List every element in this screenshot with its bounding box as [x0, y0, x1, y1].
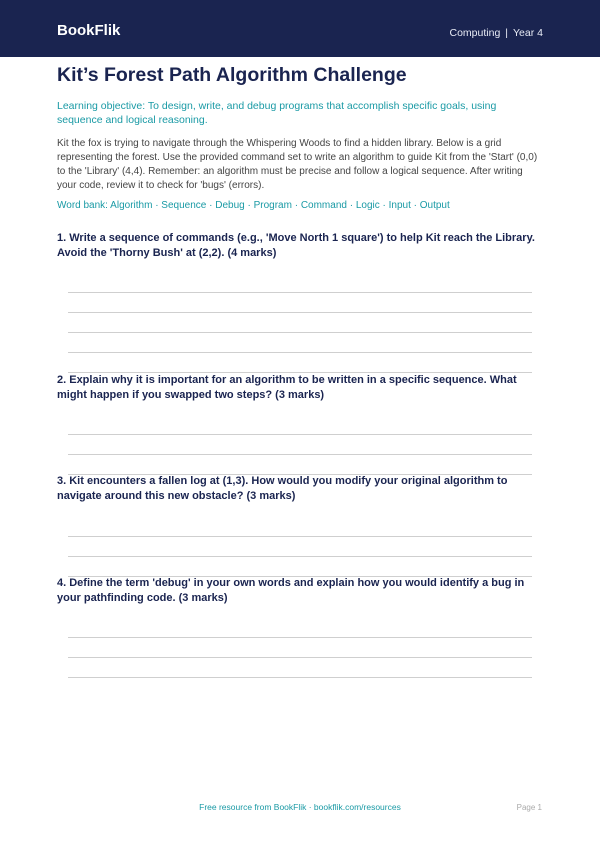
- answer-line[interactable]: [68, 292, 532, 293]
- intro-paragraph: Kit the fox is trying to navigate through the Whispering Woods to find a hidden library. Below is a grid representing the forest. Use the provided command set to write an algorithm to guide Kit from the 'Start' (0,0) to the 'Library' (4,4). Remember: an algorithm must be precise and follow a logical sequence. After writing your code, review it to check for 'bugs' (errors).: [57, 138, 538, 191]
- learning-objective: Learning objective: To design, write, and debug programs that accomplish specific goals, using sequence and logical reasoning.: [57, 100, 497, 126]
- answer-line[interactable]: [68, 454, 532, 455]
- subject-year-label: [450, 27, 544, 39]
- word-bank: Word bank: Algorithm · Sequence · Debug · Program · Command · Logic · Input · Output: [57, 200, 450, 211]
- answer-line[interactable]: [68, 556, 532, 557]
- separator: |: [505, 27, 509, 39]
- year-label: Year 4: [513, 27, 543, 39]
- header-bar: [0, 0, 600, 57]
- question-1: 1. Write a sequence of commands (e.g., 'Move North 1 square') to help Kit reach the Library. Avoid the 'Thorny Bush' at (2,2). (4 marks): [57, 232, 535, 259]
- answer-line[interactable]: [68, 352, 532, 353]
- answer-line[interactable]: [68, 536, 532, 537]
- answer-line[interactable]: [68, 312, 532, 313]
- answer-line[interactable]: [68, 677, 532, 678]
- page-title: Kit’s Forest Path Algorithm Challenge: [57, 64, 407, 86]
- answer-line[interactable]: [68, 434, 532, 435]
- brand-logo: BookFlik: [57, 22, 121, 39]
- answer-line[interactable]: [68, 332, 532, 333]
- subject-label: Computing: [449, 27, 501, 39]
- page-number: Page 1: [516, 803, 542, 812]
- answer-line[interactable]: [68, 657, 532, 658]
- footer-link[interactable]: Free resource from BookFlik · bookflik.com/resources: [199, 802, 401, 812]
- question-4: 4. Define the term 'debug' in your own words and explain how you would identify a bug in your pathfinding code. (3 marks): [57, 577, 525, 604]
- question-3: 3. Kit encounters a fallen log at (1,3). How would you modify your original algorithm to navigate around this new obstacle? (3 marks): [57, 475, 508, 502]
- answer-line[interactable]: [68, 637, 532, 638]
- question-2: 2. Explain why it is important for an algorithm to be written in a specific sequence. What might happen if you swapped two steps? (3 marks): [57, 374, 517, 401]
